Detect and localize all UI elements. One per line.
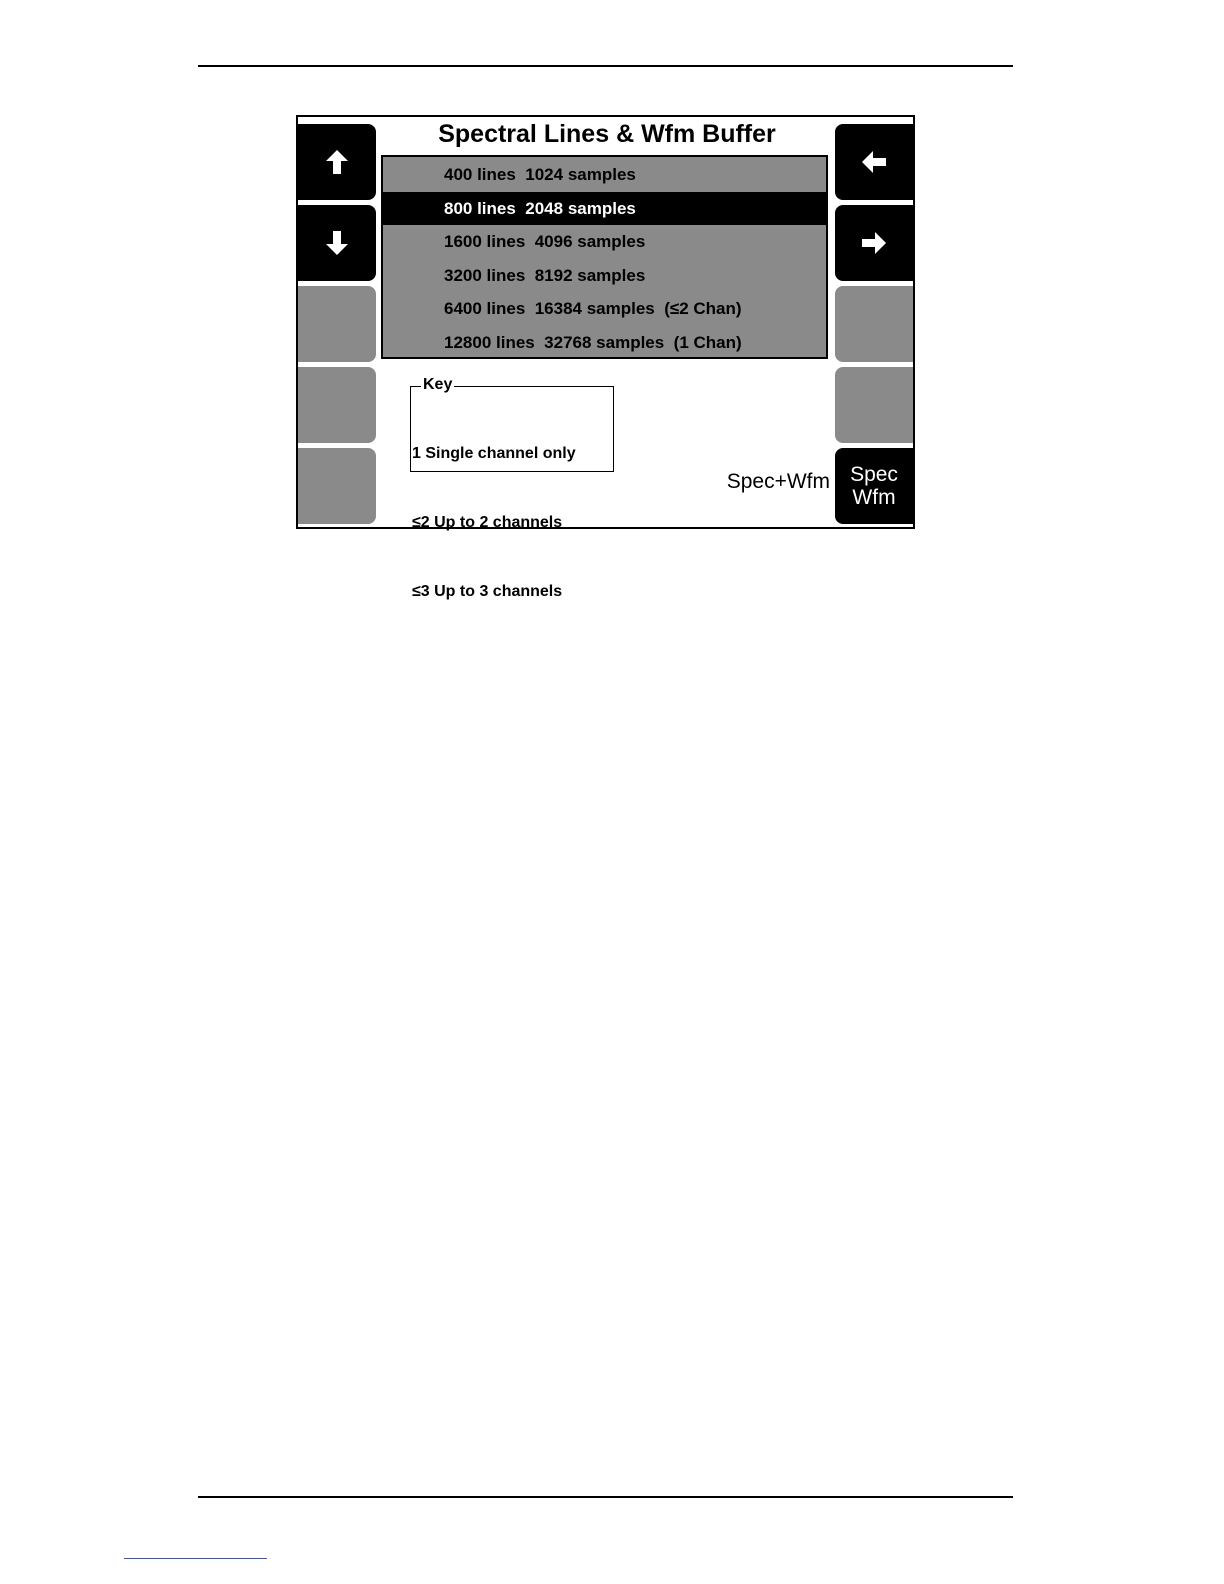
arrow-down-icon (325, 230, 349, 256)
spec-wfm-label-line2: Wfm (852, 486, 896, 509)
arrow-up-icon (325, 149, 349, 175)
spectral-lines-list (381, 155, 828, 359)
key-line-three: ≤3 Up to 3 channels (412, 583, 563, 600)
softkey-left-4[interactable] (298, 367, 376, 443)
arrow-left-icon (861, 150, 887, 174)
list-item-selected[interactable]: 800 lines 2048 samples (383, 192, 826, 226)
back-button[interactable] (835, 124, 913, 200)
scroll-up-button[interactable] (298, 124, 376, 200)
softkey-left-5[interactable] (298, 448, 376, 524)
key-legend-lines (412, 396, 576, 649)
spec-wfm-label-line1: Spec (850, 463, 898, 486)
list-item[interactable]: 1600 lines 4096 samples (444, 232, 646, 251)
spec-wfm-button[interactable] (835, 448, 913, 524)
header-rule (198, 65, 1013, 67)
list-item[interactable]: 6400 lines 16384 samples (≤2 Chan) (444, 299, 742, 318)
enter-button[interactable] (835, 205, 913, 281)
list-item[interactable]: 12800 lines 32768 samples (1 Chan) (444, 332, 742, 352)
list-item[interactable]: 400 lines 1024 samples (444, 165, 636, 184)
softkey-left-3[interactable] (298, 286, 376, 362)
key-legend (410, 376, 614, 600)
softkey-right-3[interactable] (835, 286, 913, 362)
mode-label: Spec+Wfm (726, 470, 830, 493)
softkey-right-4[interactable] (835, 367, 913, 443)
arrow-right-icon (861, 231, 887, 255)
key-legend-title: Key (423, 376, 453, 393)
key-line-two: ≤2 Up to 2 channels (412, 514, 563, 531)
footer-rule (198, 1496, 1013, 1498)
list-item[interactable]: 3200 lines 8192 samples (444, 265, 646, 285)
footnote-rule (124, 1558, 267, 1559)
key-line-single: 1 Single channel only (412, 445, 576, 462)
screen-title: Spectral Lines & Wfm Buffer (438, 120, 776, 148)
scroll-down-button[interactable] (298, 205, 376, 281)
device-screen (296, 115, 915, 600)
